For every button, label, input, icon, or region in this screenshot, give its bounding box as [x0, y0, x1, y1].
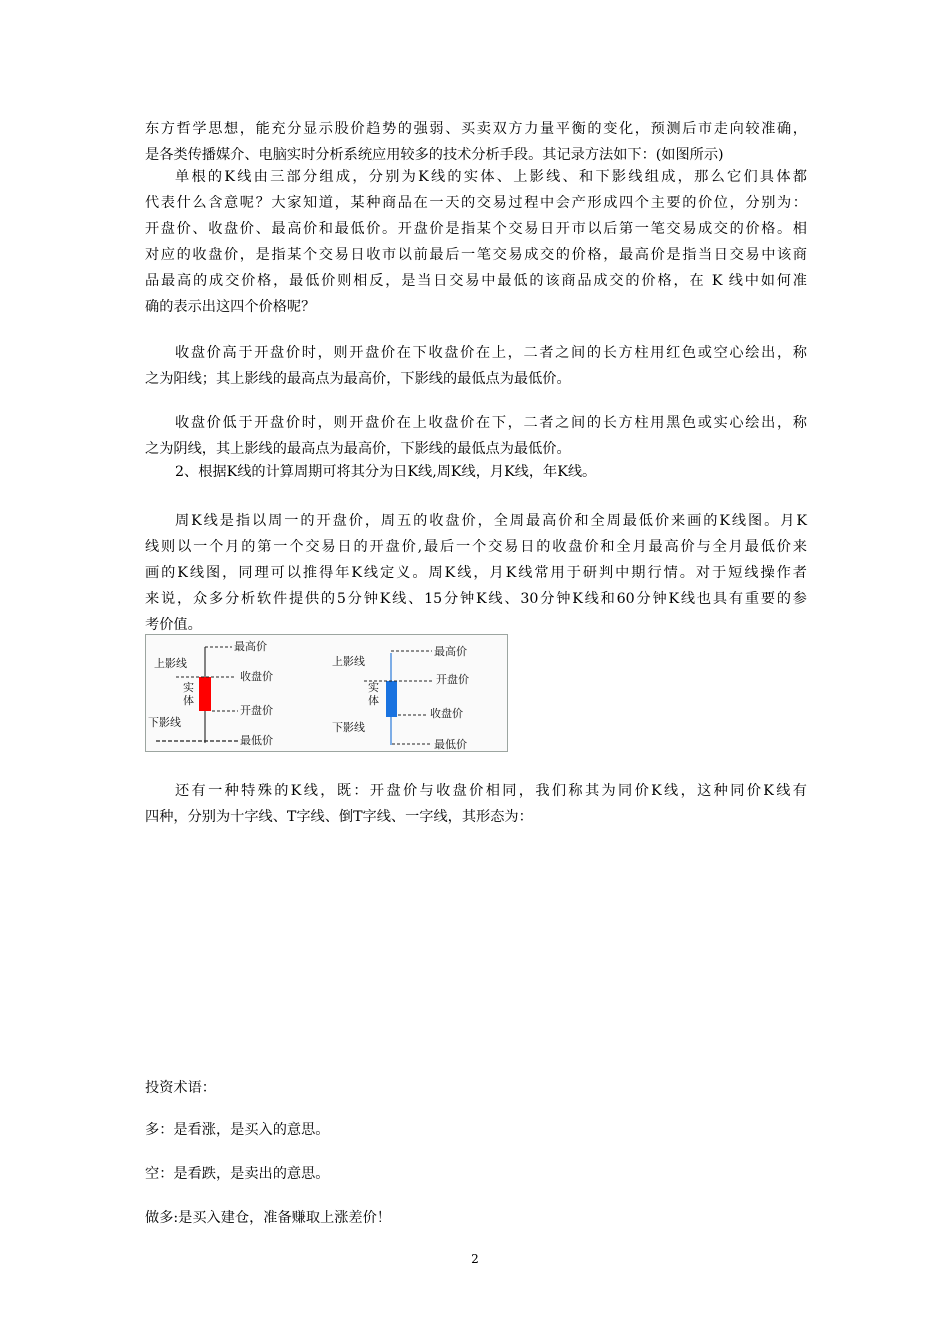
text-line: 是各类传播媒介、电脑实时分析系统应用较多的技术分析手段。其记录方法如下：(如图所示) — [145, 147, 724, 163]
label-red-open: 开盘价 — [240, 704, 273, 717]
red-candle-body — [199, 677, 211, 711]
blue-candle-body — [386, 681, 397, 717]
text-line: 收盘价低于开盘价时，则开盘价在上收盘价在下，二者之间的长方柱用黑色或实心绘出，称 — [175, 415, 807, 431]
label-blue-body-2: 体 — [368, 694, 379, 707]
paragraph-7 — [145, 778, 807, 830]
terms-heading: 投资术语： — [145, 1080, 216, 1096]
text-line: 四种，分别为十字线、T字线、倒T字线、一字线，其形态为： — [145, 809, 533, 825]
text-line: 单根的K线由三部分组成，分别为K线的实体、上影线、和下影线组成，那么它们具体都 — [175, 169, 807, 185]
paragraph-3 — [145, 340, 807, 392]
candlestick-diagram — [146, 635, 507, 751]
label-red-close: 收盘价 — [240, 670, 273, 683]
label-red-lower-shadow: 下影线 — [148, 716, 181, 729]
paragraph-2 — [145, 164, 807, 320]
paragraph-4 — [145, 410, 807, 462]
text-line: 周K线是指以周一的开盘价，周五的收盘价，全周最高价和全周最低价来画的K线图。月K — [175, 513, 807, 529]
label-blue-open: 开盘价 — [436, 673, 469, 686]
label-red-top: 最高价 — [234, 640, 267, 653]
text-line: 对应的收盘价，是指某个交易日收市以前最后一笔交易成交的价格，最高价是指当日交易中该商 — [145, 247, 807, 263]
label-red-upper-shadow: 上影线 — [154, 657, 187, 670]
text-line: 代表什么含意呢？大家知道，某种商品在一天的交易过程中会产形成四个主要的价位，分别为： — [145, 195, 807, 211]
candlestick-figure — [145, 634, 508, 752]
term-item: 多：是看涨，是买入的意思。 — [145, 1122, 330, 1138]
text-line: 线则以一个月的第一个交易日的开盘价,最后一个交易日的收盘价和全月最高价与全月最低价来 — [145, 539, 807, 555]
paragraph-6 — [145, 508, 807, 638]
label-blue-bottom: 最低价 — [434, 738, 467, 751]
text-line: 还有一种特殊的K线，既：开盘价与收盘价相同，我们称其为同价K线，这种同价K线有 — [175, 783, 807, 799]
text-line: 来说，众多分析软件提供的5分钟K线、15分钟K线、30分钟K线和60分钟K线也具有重要的参 — [145, 591, 807, 607]
paragraph-5 — [145, 459, 807, 485]
label-red-body-2: 体 — [183, 694, 194, 707]
term-item: 空：是看跌，是卖出的意思。 — [145, 1166, 330, 1182]
red-candle — [148, 639, 273, 747]
text-line: 确的表示出这四个价格呢？ — [145, 299, 316, 315]
label-red-bottom: 最低价 — [240, 734, 273, 747]
blue-candle — [332, 644, 469, 751]
label-blue-body-1: 实 — [368, 681, 379, 694]
text-line: 收盘价高于开盘价时，则开盘价在下收盘价在上，二者之间的长方柱用红色或空心绘出，称 — [175, 345, 807, 361]
label-blue-top: 最高价 — [434, 645, 467, 658]
label-blue-lower-shadow: 下影线 — [332, 721, 365, 734]
text-line: 2、根据K线的计算周期可将其分为日K线,周K线，月K线，年K线。 — [175, 464, 597, 480]
label-blue-upper-shadow: 上影线 — [332, 655, 365, 668]
text-line: 开盘价、收盘价、最高价和最低价。开盘价是指某个交易日开市以后第一笔交易成交的价格。相 — [145, 221, 807, 237]
text-line: 品最高的成交价格，最低价则相反，是当日交易中最低的该商品成交的价格，在 K 线中如何准 — [145, 273, 807, 289]
text-line: 东方哲学思想，能充分显示股价趋势的强弱、买卖双方力量平衡的变化，预测后市走向较准确， — [145, 121, 807, 137]
page-number: 2 — [471, 1252, 479, 1266]
text-line: 之为阴线，其上影线的最高点为最高价，下影线的最低点为最低价。 — [145, 441, 571, 457]
text-line: 之为阳线；其上影线的最高点为最高价，下影线的最低点为最低价。 — [145, 371, 571, 387]
term-item: 做多:是买入建仓，准备赚取上涨差价！ — [145, 1210, 391, 1226]
label-red-body-1: 实 — [183, 681, 194, 694]
paragraph-1 — [145, 116, 807, 168]
text-line: 考价值。 — [145, 617, 202, 633]
label-blue-close: 收盘价 — [430, 707, 463, 720]
text-line: 画的K线图，同理可以推得年K线定义。周K线，月K线常用于研判中期行情。对于短线操作者 — [145, 565, 807, 581]
